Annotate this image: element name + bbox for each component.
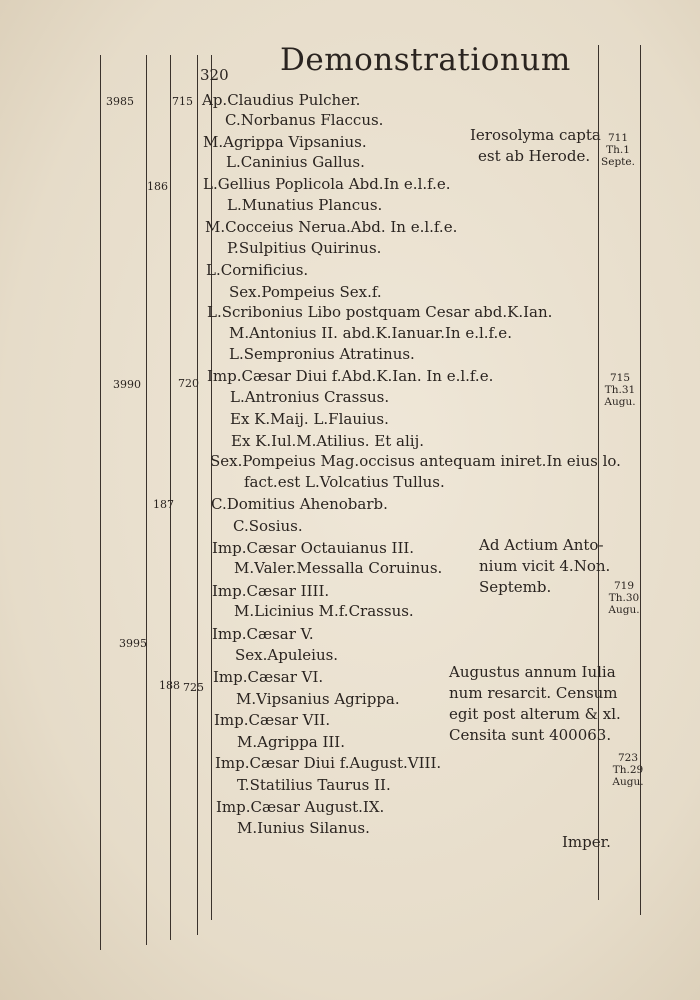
column-rule <box>100 55 101 950</box>
entry-line: L.Sempronius Atratinus. <box>229 345 415 363</box>
historical-note: Ierosolyma capta est ab Herode. <box>470 126 601 165</box>
entry-line: M.Licinius M.f.Crassus. <box>234 602 414 620</box>
entry-line: C.Norbanus Flaccus. <box>225 111 384 129</box>
entry-line: L.Scribonius Libo postquam Cesar abd.K.Ian. <box>207 303 553 321</box>
entry-line: Sex.Pompeius Sex.f. <box>229 283 382 301</box>
entry-line: P.Sulpitius Quirinus. <box>227 239 382 257</box>
margin-date: 719 Th.30 Augu. <box>608 580 640 616</box>
entry-line: Ex K.Maij. L.Flauius. <box>230 410 389 428</box>
column-rule <box>598 45 599 900</box>
entry-line: L.Gellius Poplicola Abd.In e.l.f.e. <box>203 175 451 193</box>
entry-line: Sex.Apuleius. <box>235 646 339 664</box>
margin-date: 723 Th.29 Augu. <box>612 752 644 788</box>
entry-line: L.Munatius Plancus. <box>227 196 383 214</box>
entry-line: T.Statilius Taurus II. <box>237 776 391 794</box>
olympiad-mark: 188 <box>159 679 180 692</box>
entry-line: Ap.Claudius Pulcher. <box>202 91 361 109</box>
entry-line: C.Sosius. <box>233 517 303 535</box>
entry-line: M.Agrippa III. <box>237 733 345 751</box>
entry-line: Imp.Cæsar V. <box>212 625 314 643</box>
olympiad-mark: 187 <box>153 498 174 511</box>
entry-line: M.Agrippa Vipsanius. <box>203 133 367 151</box>
entry-line: L.Antronius Crassus. <box>230 388 390 406</box>
entry-line: M.Vipsanius Agrippa. <box>236 690 400 708</box>
urbs-mark: 715 <box>172 95 193 108</box>
page-title: Demonstrationum <box>280 42 571 78</box>
entry-line: L.Caninius Gallus. <box>226 153 365 171</box>
entry-line: C.Domitius Ahenobarb. <box>211 495 388 513</box>
entry-line: M.Iunius Silanus. <box>237 819 370 837</box>
entry-line: L.Cornificius. <box>206 261 309 279</box>
entry-line: Imp.Cæsar Diui f.August.VIII. <box>215 754 442 772</box>
column-rule <box>197 55 198 935</box>
entry-line: Imp.Cæsar VI. <box>213 668 324 686</box>
entry-line: Imp.Cæsar Diui f.Abd.K.Ian. In e.l.f.e. <box>207 367 494 385</box>
entry-line: Imp.Cæsar August.IX. <box>216 798 385 816</box>
entry-line: Ex K.Iul.M.Atilius. Et alij. <box>231 432 425 450</box>
entry-line: M.Antonius II. abd.K.Ianuar.In e.l.f.e. <box>229 324 512 342</box>
urbs-mark: 720 <box>178 377 199 390</box>
urbs-mark: 725 <box>183 681 204 694</box>
year-mark: 3995 <box>119 637 147 650</box>
entry-line: fact.est L.Volcatius Tullus. <box>244 473 445 491</box>
historical-note: Augustus annum Iulia num resarcit. Censum egit post alterum & xl. Censita sunt 400063. <box>449 663 621 744</box>
margin-date: 711 Th.1 Septe. <box>601 132 635 168</box>
entry-line: Imp.Cæsar IIII. <box>212 582 330 600</box>
year-mark: 3985 <box>106 95 134 108</box>
entry-line: Imp.Cæsar VII. <box>214 711 331 729</box>
page-number: 320 <box>200 66 229 84</box>
year-mark: 3990 <box>113 378 141 391</box>
catchword: Imper. <box>562 833 611 851</box>
historical-note: Ad Actium Anto- nium vicit 4.Non. Septemb. <box>479 536 611 596</box>
margin-date: 715 Th.31 Augu. <box>604 372 636 408</box>
entry-line: Imp.Cæsar Octauianus III. <box>212 539 415 557</box>
olympiad-mark: 186 <box>147 180 168 193</box>
entry-line: Sex.Pompeius Mag.occisus antequam iniret.In eius lo. <box>210 452 621 470</box>
entry-line: M.Cocceius Nerua.Abd. In e.l.f.e. <box>205 218 458 236</box>
entry-line: M.Valer.Messalla Coruinus. <box>234 559 443 577</box>
